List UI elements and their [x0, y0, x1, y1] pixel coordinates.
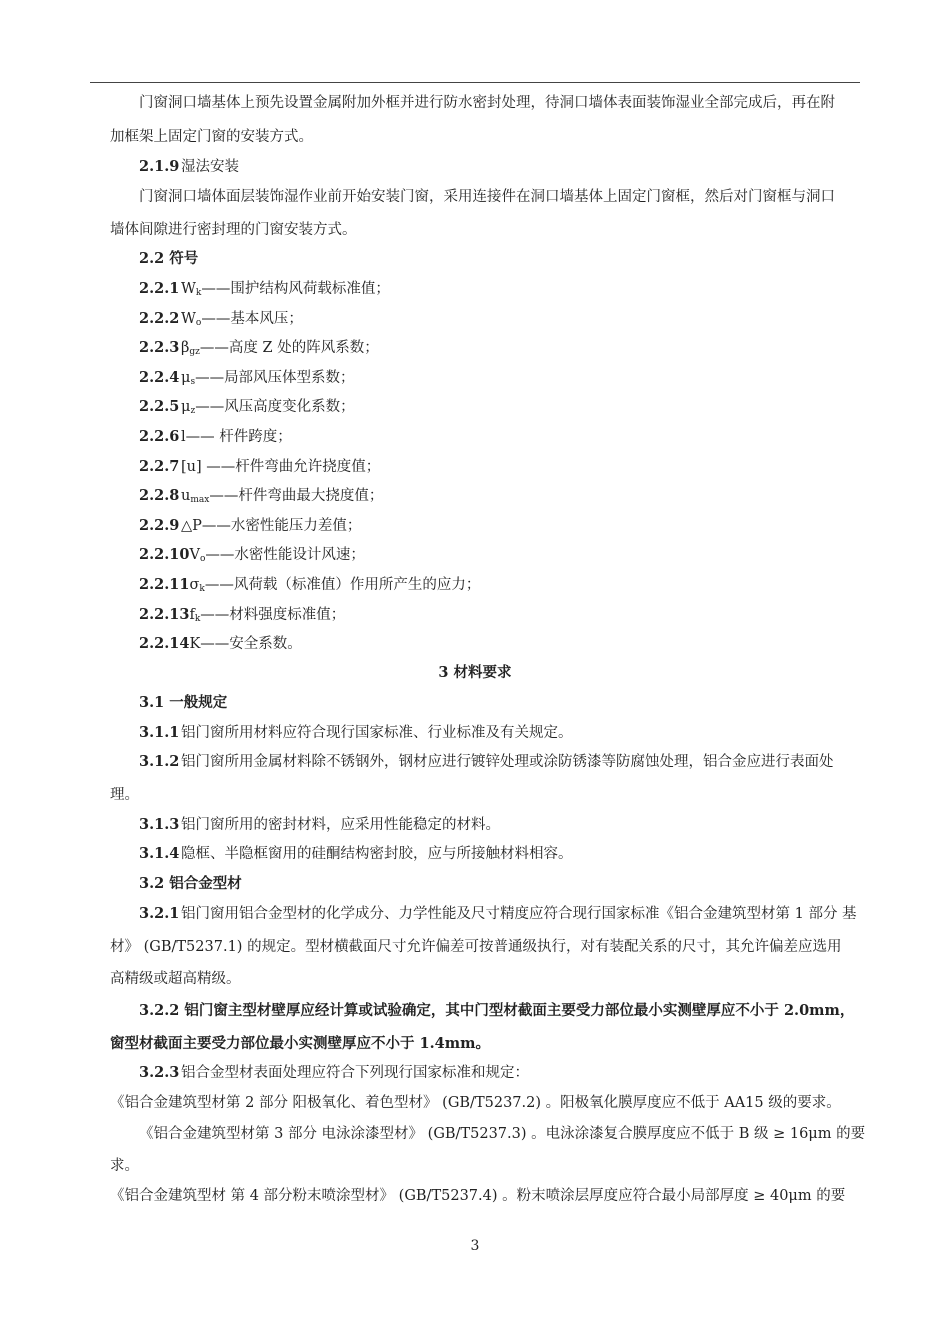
symbol-item: [139, 605, 345, 629]
clause-3-2-2-cont: 窗型材截面主要受力部位最小实测壁厚应不小于 1.4mm。: [110, 1035, 490, 1052]
symbol-item: [139, 457, 380, 477]
symbol-description: ——杆件弯曲最大挠度值；: [209, 488, 384, 504]
symbol-subscript: z: [190, 406, 196, 416]
section-2-2-heading: 2.2 符号: [139, 250, 199, 267]
clause-3-2-1-cont-1: 材》 (GB/T5237.1) 的规定。型材横截面尺寸允许偏差可按普通级执行，对有装配关系的尺寸，其允许偏差应选用: [110, 939, 842, 955]
symbol-item: [139, 397, 355, 421]
clause-3-1-3: [139, 815, 500, 835]
symbol-subscript: gz: [189, 347, 200, 357]
symbol-glyph: u: [181, 488, 191, 504]
symbol-glyph: σ: [189, 577, 200, 593]
symbol-item: [139, 634, 302, 654]
symbol-glyph: μ: [181, 370, 191, 386]
symbol-item: [139, 545, 365, 569]
symbol-number: 2.2.6: [139, 428, 180, 445]
symbol-glyph: l: [181, 429, 186, 445]
symbol-glyph: K: [189, 636, 201, 652]
symbol-subscript: s: [190, 377, 196, 387]
standard-gb-5237-4: 《铝合金建筑型材 第 4 部分粉末喷涂型材》 (GB/T5237.4) 。粉末喷涂层厚度应符合最小局部厚度 ≥ 40μm 的要: [110, 1188, 846, 1204]
symbol-subscript: k: [194, 614, 201, 624]
symbol-number: 2.2.13: [139, 606, 190, 623]
clause-3-2-1: [139, 904, 857, 924]
clause-3-2-3: [139, 1063, 529, 1083]
symbol-number: 2.2.5: [139, 398, 180, 415]
section-2-1-9-line-1: 门窗洞口墙体面层装饰湿作业前开始安装门窗，采用连接件在洞口墙基体上固定门窗框，然后对门窗框与洞口: [139, 189, 835, 205]
symbol-item: [139, 279, 390, 303]
symbol-glyph: W: [181, 311, 196, 327]
clause-text: 铝合金型材表面处理应符合下列现行国家标准和规定：: [181, 1065, 529, 1081]
standard-gb-5237-3: 《铝合金建筑型材第 3 部分 电泳涂漆型材》 (GB/T5237.3) 。电泳涂漆复合膜厚度应不低于 B 级 ≥ 16μm 的要: [139, 1126, 866, 1142]
section-3-1-heading: 3.1 一般规定: [139, 694, 228, 711]
clause-text: 铝门窗所用金属材料除不锈钢外，钢材应进行镀锌处理或涂防锈漆等防腐蚀处理，铝合金应进行表面处: [181, 754, 834, 770]
symbol-item: [139, 486, 383, 510]
symbol-description: ——材料强度标准值；: [200, 607, 346, 623]
clause-text: 铝门窗用铝合金型材的化学成分、力学性能及尺寸精度应符合现行国家标准《铝合金建筑型材第 1 部分 基: [181, 906, 857, 922]
symbol-item: [139, 309, 303, 333]
intro-line-1: 门窗洞口墙基体上预先设置金属附加外框并进行防水密封处理，待洞口墙体表面装饰湿业全部完成后，再在附: [139, 95, 835, 111]
symbol-glyph: △P: [181, 518, 202, 534]
clause-3-1-2-cont: 理。: [110, 787, 139, 803]
symbol-subscript: o: [199, 554, 206, 564]
chapter-3-title: 3 材料要求: [438, 664, 512, 681]
symbol-item: [139, 575, 480, 599]
clause-number: 3.1.3: [139, 816, 180, 833]
symbol-description: ——风荷载（标准值）作用所产生的应力；: [204, 577, 481, 593]
clause-3-1-4: [139, 844, 573, 864]
symbol-description: ——水密性能设计风速；: [205, 547, 365, 563]
section-title: 湿法安装: [181, 159, 239, 175]
symbol-glyph: W: [181, 281, 196, 297]
section-number: 2.1.9: [139, 158, 180, 175]
clause-number: 3.1.1: [139, 724, 180, 741]
clause-3-2-1-cont-2: 高精级或超高精级。: [110, 971, 241, 987]
symbol-number: 2.2.4: [139, 369, 180, 386]
symbol-description: ——风压高度变化系数；: [195, 399, 355, 415]
symbol-number: 2.2.14: [139, 635, 190, 652]
symbol-description: ——杆件弯曲允许挠度值；: [201, 459, 381, 475]
clause-number: 3.2.3: [139, 1064, 180, 1081]
clause-text: 铝门窗所用的密封材料，应采用性能稳定的材料。: [181, 817, 500, 833]
clause-3-2-2: 3.2.2 铝门窗主型材壁厚应经计算或试验确定，其中门型材截面主要受力部位最小实测壁厚应不小于 2.0mm，: [139, 1002, 855, 1019]
symbol-description: ——围护结构风荷载标准值；: [201, 281, 390, 297]
symbol-item: [139, 427, 292, 447]
symbol-glyph: β: [181, 340, 190, 356]
symbol-item: [139, 368, 355, 392]
symbol-subscript: max: [190, 495, 210, 505]
symbol-number: 2.2.10: [139, 546, 190, 563]
symbol-number: 2.2.7: [139, 458, 180, 475]
intro-line-2: 加框架上固定门窗的安装方式。: [110, 129, 313, 145]
standard-gb-5237-3-cont: 求。: [110, 1158, 139, 1174]
clause-number: 3.1.2: [139, 753, 180, 770]
symbol-glyph: [u]: [181, 459, 202, 475]
clause-number: 3.1.4: [139, 845, 180, 862]
symbol-glyph: μ: [181, 399, 191, 415]
symbol-number: 2.2.9: [139, 517, 180, 534]
symbol-description: ——高度 Z 处的阵风系数；: [199, 340, 379, 356]
header-rule: [90, 82, 860, 83]
section-3-2-heading: 3.2 铝合金型材: [139, 875, 242, 892]
symbol-number: 2.2.3: [139, 339, 180, 356]
symbol-description: —— 杆件跨度；: [185, 429, 292, 445]
section-2-1-9-line-2: 墙体间隙进行密封理的门窗安装方式。: [110, 222, 357, 238]
symbol-description: ——安全系数。: [200, 636, 302, 652]
clause-number: 3.2.1: [139, 905, 180, 922]
clause-3-1-1: [139, 723, 573, 743]
symbol-subscript: k: [199, 584, 205, 594]
symbol-item: [139, 338, 379, 362]
symbol-description: ——基本风压；: [201, 311, 303, 327]
symbol-number: 2.2.8: [139, 487, 180, 504]
symbol-number: 2.2.2: [139, 310, 180, 327]
symbol-subscript: o: [195, 318, 202, 328]
symbol-description: ——水密性能压力差值；: [201, 518, 362, 534]
symbol-item: [139, 516, 361, 536]
standard-gb-5237-2: 《铝合金建筑型材第 2 部分 阳极氧化、着色型材》 (GB/T5237.2) 。阳极氧化膜厚度应不低于 AA15 级的要求。: [110, 1095, 841, 1111]
symbol-subscript: k: [195, 288, 202, 298]
symbol-number: 2.2.11: [139, 576, 190, 593]
clause-3-1-2: [139, 752, 834, 772]
clause-text: 隐框、半隐框窗用的硅酮结构密封胶，应与所接触材料相容。: [181, 846, 573, 862]
symbol-number: 2.2.1: [139, 280, 180, 297]
page-number: 3: [470, 1238, 480, 1254]
symbol-glyph: V: [189, 547, 200, 563]
clause-text: 铝门窗所用材料应符合现行国家标准、行业标准及有关规定。: [181, 725, 573, 741]
symbol-glyph: f: [189, 607, 195, 623]
section-2-1-9-heading: [139, 157, 239, 177]
symbol-description: ——局部风压体型系数；: [195, 370, 355, 386]
